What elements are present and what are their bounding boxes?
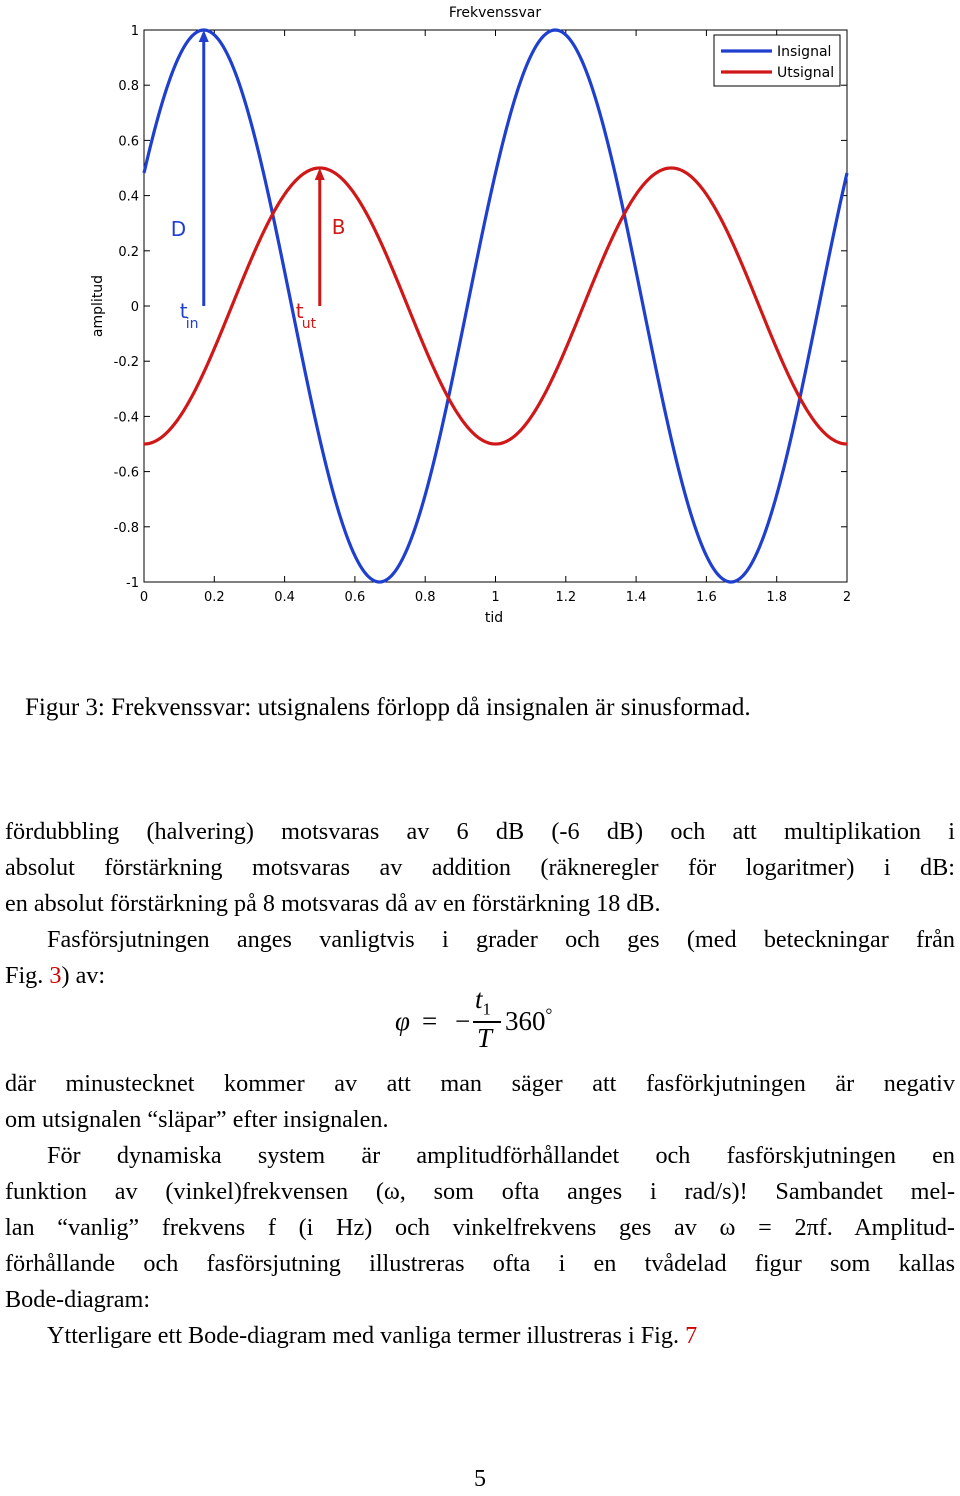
chart-title: Frekvenssvar	[448, 5, 542, 21]
paragraph-3-line: funktion av (vinkel)frekvensen (ω, som ofta anges i rad/s)! Sambandet mel-	[5, 1178, 955, 1205]
page-number: 5	[474, 1466, 486, 1492]
paragraph-1-indented-line: Fasförsjutningen anges vanligtvis i grader och ges (med beteckningar från	[47, 926, 955, 953]
fig-suffix: ) av:	[61, 962, 106, 989]
series-line-utsignal	[144, 168, 847, 444]
chart-legend	[714, 35, 840, 86]
chart-series	[144, 30, 847, 582]
y-tick-label: 0.8	[118, 79, 139, 95]
x-tick-label: 1	[491, 590, 500, 605]
x-tick-label: 0.4	[274, 590, 295, 605]
y-tick-label: -1	[126, 576, 139, 591]
x-tick-label: 2	[842, 590, 852, 605]
figure-caption: Figur 3: Frekvenssvar: utsignalens förlopp då insignalen är sinusformad.	[25, 694, 751, 721]
x-tick-label: 0	[139, 590, 149, 605]
annotation-time-label: t	[179, 299, 188, 323]
fig-prefix: Fig.	[5, 962, 50, 989]
chart-annotations	[171, 30, 346, 332]
x-tick-labels	[140, 590, 851, 605]
formula-numerator-symbol: t	[475, 984, 483, 1014]
paragraph-3-line: För dynamiska system är amplitudförhållandet och fasförskjutningen en	[47, 1142, 955, 1169]
paragraph-1-line: en absolut förstärkning på 8 motsvaras då av en förstärkning 18 dB.	[5, 890, 661, 917]
y-tick-label: -0.4	[113, 410, 139, 426]
fig-7-link[interactable]: 7	[685, 1322, 698, 1349]
formula-numerator-subscript: 1	[482, 999, 492, 1019]
formula-minus: −	[455, 1006, 471, 1036]
y-tick-label: 0	[130, 300, 139, 315]
x-tick-label: 0.6	[344, 590, 366, 605]
paragraph-3-line: lan “vanlig” frekvens f (i Hz) och vinkelfrekvens ges av ω = 2πf. Amplitud-	[5, 1214, 955, 1241]
y-tick-label: 0.6	[118, 134, 139, 150]
y-tick-label: -0.2	[113, 355, 139, 371]
x-tick-label: 1.8	[766, 590, 788, 605]
y-tick-label: 0.4	[118, 189, 139, 205]
formula-denominator: T	[477, 1023, 493, 1053]
formula-degree: ◦	[545, 998, 553, 1023]
x-tick-label: 1.6	[696, 590, 717, 605]
paragraph-1-line: absolut förstärkning motsvaras av addition (räkneregler för logaritmer) i dB:	[5, 854, 955, 881]
x-tick-label: 0.8	[414, 590, 436, 605]
annotation-time-subscript: ut	[301, 316, 317, 332]
paragraph-3-line: Bode-diagram:	[5, 1286, 151, 1313]
x-axis-label: tid	[484, 610, 504, 626]
paragraph-1	[5, 814, 955, 994]
fig-3-link[interactable]: 3	[49, 962, 62, 989]
paragraph-3	[5, 1138, 955, 1354]
phase-formula	[395, 984, 595, 1058]
y-tick-label: -0.6	[113, 465, 139, 481]
y-tick-label: 1	[130, 24, 139, 39]
x-tick-label: 1.2	[555, 590, 577, 605]
x-tick-label: 1.4	[625, 590, 647, 605]
formula-phi: φ	[395, 1006, 410, 1036]
paragraph-2	[5, 1066, 955, 1138]
y-tick-label: 0.2	[118, 244, 139, 260]
annotation-time-label: t	[295, 299, 304, 323]
legend-label: Insignal	[777, 44, 832, 60]
paragraph-3-last-line	[5, 1318, 955, 1354]
y-tick-label: -0.8	[113, 520, 139, 536]
y-axis-label: amplitud	[90, 274, 106, 338]
paragraph-2-line: där minustecknet kommer av att man säger att fasförkjutningen är negativ	[5, 1070, 955, 1097]
formula-equals: =	[422, 1006, 438, 1036]
formula-numerator	[475, 984, 491, 1019]
paragraph-2-line: om utsignalen “släpar” efter insignalen.	[5, 1106, 389, 1133]
y-tick-labels	[114, 24, 139, 591]
last-line-text: Ytterligare ett Bode-diagram med vanliga termer illustreras i Fig.	[47, 1322, 686, 1349]
annotation-letter: D	[170, 217, 187, 241]
formula-value: 360	[505, 1006, 546, 1036]
series-line-insignal	[144, 30, 847, 582]
frequency-response-chart	[0, 0, 960, 640]
paragraph-1-line: fördubbling (halvering) motsvaras av 6 dB (-6 dB) och att multiplikation i	[5, 818, 955, 845]
paragraph-3-line: förhållande och fasförsjutning illustreras ofta i en tvådelad figur som kallas	[5, 1250, 955, 1277]
annotation-letter: B	[331, 215, 346, 239]
x-tick-label: 0.2	[203, 590, 225, 605]
annotation-time-subscript: in	[185, 316, 199, 332]
legend-label: Utsignal	[777, 65, 835, 81]
